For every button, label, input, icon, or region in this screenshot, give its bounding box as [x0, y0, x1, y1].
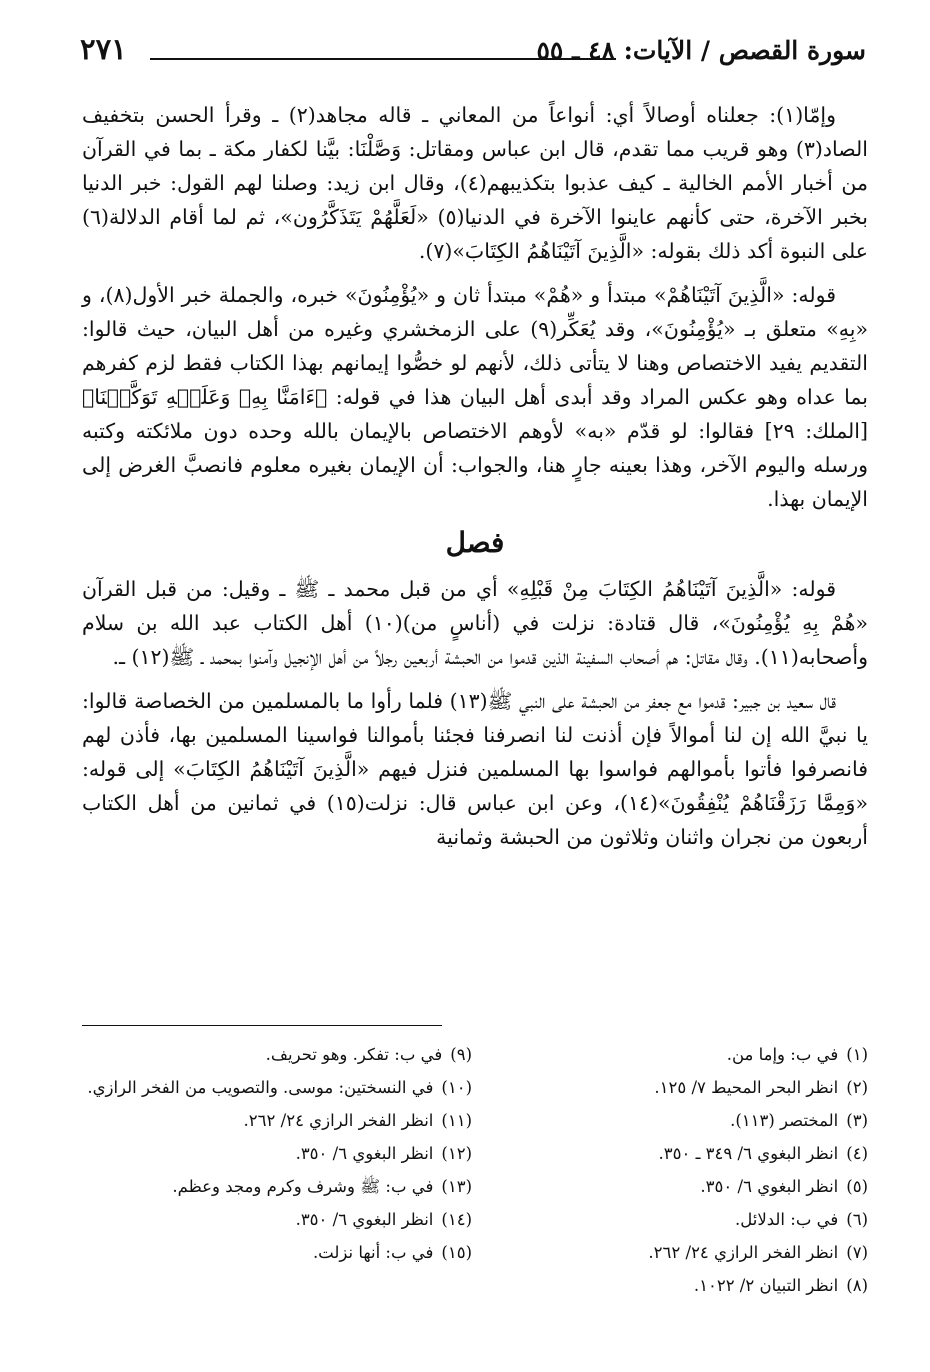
section-heading: فصل: [445, 526, 505, 559]
footnote-text: انظر البحر المحيط ٧/ ١٢٥.: [654, 1078, 839, 1097]
footnote-text: انظر البغوي ٦/ ٣٤٩ ـ ٣٥٠.: [658, 1144, 839, 1163]
footnote-number: (٣): [846, 1111, 868, 1130]
footnote: [488, 1236, 868, 1269]
footnote: [488, 1203, 868, 1236]
footnote-text: انظر الفخر الرازي ٢٤/ ٢٦٢.: [243, 1111, 434, 1130]
footnote-text: في ب: تفكر. وهو تحريف.: [265, 1045, 443, 1064]
footnote-text: المختصر (١١٣).: [730, 1111, 839, 1130]
paragraph: قال سعيد بن جبير: قدموا مع جعفر من الحبشة على النبي ﷺ(١٣) فلما رأوا ما بالمسلمين من الخصاصة قالوا: يا نبيَّ الله إن لنا أموالاً فإن أذنت لنا انصرفنا فجئنا بأموالنا فواسينا المسلمين بها، فأذن لهم فانصرفوا فأتوا بأموالهم فواسوا بها المسلمين فنزل فيهم «الَّذِينَ آتَيْنَاهُمُ الكِتَابَ» إلى قوله: «وَمِمَّا رَزَقْنَاهُمْ يُنْفِقُونَ»(١٤)، وعن ابن عباس قال: نزلت(١٥) في ثمانين من أهل الكتاب أربعون من نجران واثنان وثلاثون من الحبشة وثمانية: [82, 689, 868, 849]
footnote-text: انظر الفخر الرازي ٢٤/ ٢٦٢.: [648, 1243, 839, 1262]
footnote: [82, 1137, 472, 1170]
footnote: [82, 1236, 472, 1269]
paragraph: وإمّا(١): جعلناه أوصالاً أي: أنواعاً من المعاني ـ قاله مجاهد(٢) ـ وقرأ الحسن بتخفيف الصاد(٣) وهو قريب مما تقدم، قال ابن عباس ومقاتل: وَصَّلْنَا: بيَّنا لكفار مكة ـ بما في القرآن من أخبار الأمم الخالية ـ كيف عذبوا بتكذيبهم(٤)، وقال ابن زيد: وصلنا لهم القول: خبر الدنيا بخبر الآخرة، حتى كأنهم عاينوا الآخرة في الدنيا(٥) «لَعَلَّهُمْ يَتَذَكَّرُون»، ثم لما أقام الدلالة(٦) على النبوة أكد ذلك بقوله: «الَّذِينَ آتَيْنَاهُمُ الكِتَابَ»(٧).: [82, 103, 868, 263]
footnote: [82, 1071, 472, 1104]
header-rule: [150, 58, 616, 60]
page-header: [80, 30, 866, 74]
footnote: [488, 1071, 868, 1104]
footnote-number: (٧): [846, 1243, 868, 1262]
footnote-number: (١١): [441, 1111, 472, 1130]
footnote-number: (١٢): [441, 1144, 472, 1163]
footnote-number: (٤): [846, 1144, 868, 1163]
footnote-number: (١٥): [441, 1243, 472, 1262]
paragraph: قوله: «الَّذِينَ آتَيْنَاهُمْ» مبتدأ و «هُمْ» مبتدأ ثان و «يُؤْمِنُونَ» خبره، والجملة خبر الأول(٨)، و «بِهِ» متعلق بـ «يُؤْمِنُونَ»، وقد يُعَكِّر(٩) على الزمخشري وغيره من أهل البيان، حيث قالوا: التقديم يفيد الاختصاص وهنا لا يتأتى ذلك، لأنهم لو خصُّوا إيمانهم بهذا الكتاب فقط لزم كفرهم بما عداه وهو عكس المراد وقد أبدى أهل البيان هذا في قوله: ﴿ءَامَنَّا بِهِۦ وَعَلَيۡهِ تَوَكَّلۡنَا﴾ [الملك: ٢٩] فقالوا: لو قدّم «به» لأوهم الاختصاص بالإيمان بالله وحده دون ملائكته وكتبه ورسله واليوم الآخر، وهذا بعينه جارٍ هنا، والجواب: أن الإيمان بغيره معلوم فانصبَّ الغرض إلى الإيمان بهذا.: [82, 283, 868, 511]
footnote-text: انظر البغوي ٦/ ٣٥٠.: [700, 1177, 839, 1196]
footnote: [82, 1038, 472, 1071]
footnote-number: (٢): [846, 1078, 868, 1097]
footnote: [488, 1269, 868, 1302]
page-number: ٢٧١: [80, 32, 127, 66]
footnote-number: (١٣): [441, 1177, 472, 1196]
footnotes-column-left: [82, 1038, 472, 1269]
footnote-text: في ب: وإما من.: [726, 1045, 839, 1064]
footnote: [488, 1137, 868, 1170]
footnotes-column-right: [488, 1038, 868, 1302]
footnote-number: (٥): [846, 1177, 868, 1196]
footnote-number: (٩): [450, 1045, 472, 1064]
footnote-number: (١٤): [441, 1210, 472, 1229]
footnote-divider: [82, 1025, 442, 1026]
footnote-text: انظر البغوي ٦/ ٣٥٠.: [295, 1144, 434, 1163]
footnote: [488, 1104, 868, 1137]
footnote-number: (٦): [846, 1210, 868, 1229]
footnote-text: انظر البغوي ٦/ ٣٥٠.: [295, 1210, 434, 1229]
footnote: [82, 1203, 472, 1236]
footnote-text: انظر التبيان ٢/ ١٠٢٢.: [693, 1276, 839, 1295]
footnote-text: في ب: الدلائل.: [735, 1210, 839, 1229]
footnote: [82, 1104, 472, 1137]
paragraph: قوله: «الَّذِينَ آتَيْنَاهُمُ الكِتَابَ مِنْ قَبْلِهِ» أي من قبل محمد ـ ﷺ ـ وقيل: من قبل القرآن «هُمْ بِهِ يُؤْمِنُونَ»، قال قتادة: نزلت في (أناسٍ من)(١٠) أهل الكتاب عبد الله بن سلام وأصحابه(١١). وقال مقاتل: هم أصحاب السفينة الذين قدموا من الحبشة أربعين رجلاً من أهل الإنجيل وآمنوا بمحمد ـ ﷺ(١٢) ـ.: [82, 577, 868, 669]
footnote: [82, 1170, 472, 1203]
footnote-number: (١): [846, 1045, 868, 1064]
footnote: [488, 1038, 868, 1071]
footnote-text: في ب: أنها نزلت.: [312, 1243, 434, 1262]
footnote-number: (١٠): [441, 1078, 472, 1097]
footnote-number: (٨): [846, 1276, 868, 1295]
footnote-text: في ب: ﷺ وشرف وكرم ومجد وعظم.: [172, 1177, 434, 1196]
footnote: [488, 1170, 868, 1203]
main-text: [82, 98, 868, 864]
footnote-text: في النسختين: موسى. والتصويب من الفخر الرازي.: [87, 1078, 434, 1097]
running-title: سورة القصص / الآيات: ٤٨ ـ ٥٥: [536, 36, 866, 65]
